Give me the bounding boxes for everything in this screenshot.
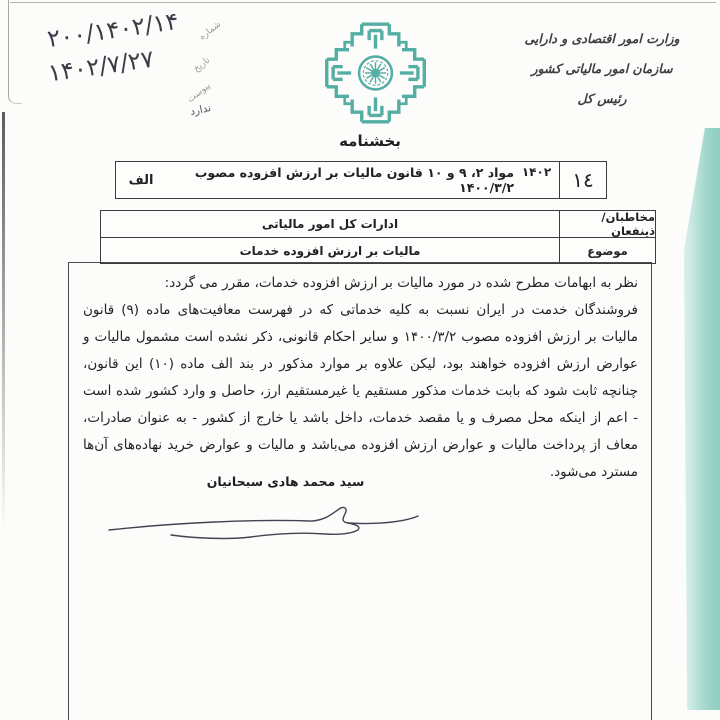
page-title: بخشنامه [339,132,401,150]
scan-top-edge-line [10,2,716,3]
body-text [83,270,638,486]
signer-name: سید محمد هادی سبحانیان [206,474,365,489]
circular-category: الف [128,172,154,188]
date-label: تاریخ [191,55,213,75]
body-box [68,262,652,720]
teal-background-strip [678,128,720,710]
handwritten-circular-number: ۲۰۰/۱۴۰۲/۱۴ [45,6,181,54]
subject-value: مالیات بر ارزش افزوده خدمات [239,243,421,258]
table-row [101,211,655,237]
body-paragraph: فروشندگان خدمت در ایران نسبت به کلیه خدماتی که در فهرست معافیت‌های ماده (۹) قانون مالیات بر ارزش افزوده مصوب ۱۴۰۰/۳/۲ و سایر احکام قانونی، ذکر نشده است مشمول مالیات و عوارض ارزش افزوده خواهند بود، لیکن علاوه بر موارد مذکور در بند الف ماده (۱۰) این قانون، چنانچه ثابت شود که بابت خدمات مذکور مستقیم یا غیرمستقیم ارز، حاصل و وارد کشور شده است - اعم از اینکه محل مصرف و یا مقصد خدمات، داخل باشد یا خارج از کشور - به عنوان صادرات، معاف از پرداخت مالیات و عوارض ارزش افزوده می‌باشد و مالیات و عوارض خرید نهاده‌های آن‌ها مسترد می‌شود. [83,302,638,480]
table-row [101,237,655,263]
body-intro: نظر به ابهامات مطرح شده در مورد مالیات بر ارزش افزوده خدمات، مقرر می گردد: [164,275,638,291]
addressees-value: ادارات کل امور مالیاتی [261,217,399,231]
letterhead-ministry: وزارت امور اقتصادی و دارایی [524,31,680,46]
attachment-value: ندارد [188,101,213,119]
scan-left-edge-line [2,112,5,532]
circular-year: ۱۴۰۲ [521,165,552,179]
signature-icon [103,496,423,548]
scan-left-corner-edge [8,0,22,104]
attachment-label: پیوست [185,80,213,106]
addressees-label: مخاطبان/ ذینفعان [559,211,655,237]
info-table [100,210,656,264]
letterhead-office: رئیس کل [577,91,627,106]
circular-articles: مواد ۲، ۹ و ۱۰ قانون مالیات بر ارزش افزوده مصوب ۱۴۰۰/۳/۲ [194,165,514,195]
classification-table [115,161,607,199]
tax-administration-logo-icon [318,20,433,130]
letterhead [498,24,706,114]
handwritten-date: ۱۴۰۲/۷/۲۷ [46,44,156,88]
subject-label: موضوع [559,238,655,263]
circular-serial: ۱٤ [559,162,606,198]
letterhead-organization: سازمان امور مالیاتی کشور [531,61,673,76]
number-label: شماره [197,19,224,43]
